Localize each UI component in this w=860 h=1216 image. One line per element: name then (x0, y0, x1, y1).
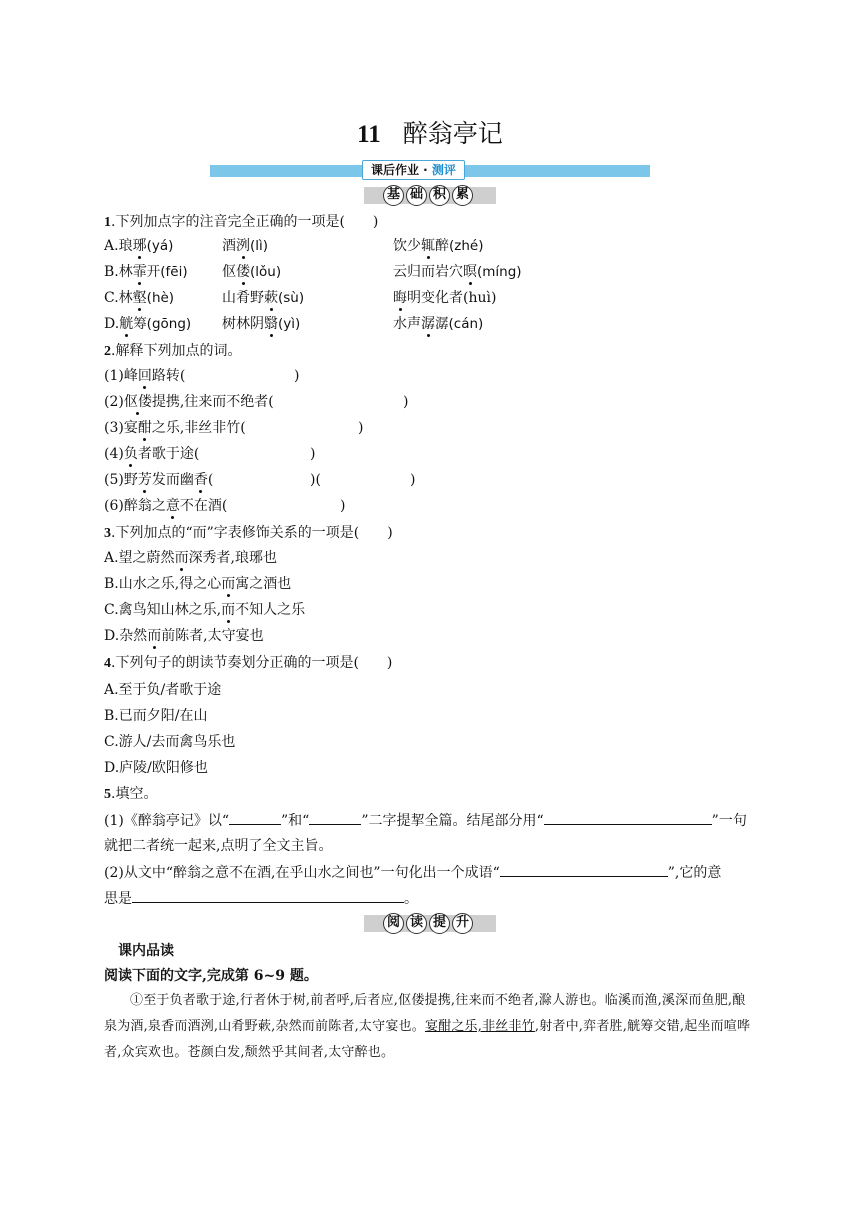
text: (1)《醉翁亭记》以“ (104, 813, 229, 829)
text: C.禽鸟知山林之乐, (104, 602, 222, 618)
lesson-number: 11 (357, 121, 381, 148)
text: (1)峰 (104, 368, 138, 384)
opt-letter: B. (104, 264, 119, 280)
dotted-char: 蔌 (264, 290, 278, 306)
dotted-char: 回 (137, 368, 152, 384)
reading-passage (104, 988, 756, 1066)
q4-option-c: C.游人/去而禽鸟乐也 (104, 734, 236, 750)
pinyin: 开(fēi) (146, 264, 188, 280)
pinyin: (yì) (278, 316, 301, 332)
q2-item-1 (104, 366, 185, 386)
text: 不知人之乐 (235, 602, 306, 618)
section-basic-label (383, 185, 473, 206)
q5-stem (104, 784, 157, 805)
text: 之乐,非丝非竹( (151, 420, 246, 436)
pinyin: 筹(gōng) (133, 316, 192, 332)
q5-part2-cont (104, 888, 418, 909)
section-char: 提 (429, 913, 450, 934)
text: (6)醉翁之 (104, 498, 166, 514)
text: 发而幽 (151, 472, 194, 488)
section-reading-label (383, 913, 473, 934)
q3-option-a (104, 548, 277, 568)
text: 云归而岩穴 (393, 264, 463, 280)
q1-option-c-2 (222, 288, 304, 308)
q1-stem (104, 212, 378, 233)
dotted-char: 而 (221, 602, 236, 618)
q4-option-d: D.庐陵/欧阳修也 (104, 760, 208, 776)
dotted-char: 暝 (463, 264, 477, 280)
dotted-char: 伛偻 (123, 394, 152, 410)
text: A.望之蔚然 (104, 550, 175, 566)
blank[interactable] (309, 810, 361, 825)
dotted-char: 壑 (132, 290, 147, 306)
q5-part1 (104, 810, 747, 831)
reading-subtitle: 课内品读 (118, 943, 174, 959)
text: 酒 (222, 238, 236, 254)
q4-text: .下列句子的朗读节奏划分正确的一项是( ) (111, 655, 393, 671)
pinyin: (lǒu) (250, 264, 282, 280)
q3-option-d (104, 626, 264, 646)
text: 寓之酒也 (235, 576, 292, 592)
dotted-char: 觥 (119, 316, 134, 332)
text: 伛 (222, 264, 236, 280)
text: 者歌于途( (137, 446, 200, 462)
text: 深秀者,琅琊也 (188, 550, 278, 566)
q3-number: 3 (104, 526, 111, 541)
dotted-char: 酣 (137, 420, 152, 436)
text: 饮少 (393, 238, 421, 254)
dotted-char: 偻 (236, 264, 250, 280)
section-char: 础 (406, 185, 427, 206)
q5-part1-cont: 就把二者统一起来,点明了全文主旨。 (104, 838, 333, 854)
dotted-char: 意 (165, 498, 180, 514)
section-char: 阅 (383, 913, 404, 934)
q2-item-4 (104, 444, 199, 464)
text: (5)野 (104, 472, 138, 488)
text: ”和“ (281, 813, 310, 829)
lesson-title: 醉翁亭记 (402, 119, 503, 148)
q2-item-5 (104, 470, 213, 490)
text: 林 (118, 264, 133, 280)
opt-letter: C. (104, 290, 119, 306)
paren-close: ) (310, 446, 316, 462)
text: (2)从文中“醉翁之意不在酒,在乎山水之间也”一句化出一个成语“ (104, 865, 500, 881)
q2-item-3 (104, 418, 246, 438)
dotted-char: 霏 (132, 264, 147, 280)
text: D.杂然 (104, 628, 148, 644)
text: ( (207, 472, 214, 488)
q2-item-2 (104, 392, 274, 412)
underlined-text: 宴酣之乐,非丝非竹 (424, 1019, 535, 1034)
text: 明变化者(huì) (407, 290, 497, 306)
q1-option-c-3 (393, 288, 496, 308)
text: (2) (104, 394, 124, 410)
pinyin: (míng) (477, 264, 522, 280)
q1-option-a-2 (222, 236, 268, 256)
text: ,射者中,弈者胜,觥筹交错,起坐而喧哗者,众宾欢也。苍颜白发,颓然乎其间者,太守醉也。 (104, 1019, 751, 1060)
pinyin: (yá) (146, 238, 174, 254)
text: 提携,往来而不绝者( (151, 394, 274, 410)
banner-part2: 测评 (431, 163, 456, 177)
dotted-char: 而 (147, 628, 162, 644)
pinyin: (zhé) (449, 238, 484, 254)
text: 树林阴 (222, 316, 264, 332)
opt-letter: A. (104, 238, 119, 254)
pinyin: 潺(cán) (435, 316, 484, 332)
dotted-char: 洌 (236, 238, 250, 254)
q1-text: .下列加点字的注音完全正确的一项是( ) (111, 214, 379, 230)
q4-option-a: A.至于负/者歌于途 (104, 682, 222, 698)
dotted-char: 而 (221, 576, 236, 592)
reading-instruction: 阅读下面的文字,完成第 6~9 题。 (104, 968, 318, 984)
q5-text: .填空。 (111, 786, 158, 802)
blank[interactable] (132, 888, 404, 903)
q2-text: .解释下列加点的词。 (111, 343, 242, 359)
text: 思是 (104, 891, 132, 907)
q1-option-b (104, 262, 188, 282)
q1-option-d (104, 314, 191, 334)
opt-letter: D. (104, 316, 120, 332)
dotted-char: 负 (123, 446, 138, 462)
text: B.山水之乐,得之心 (104, 576, 222, 592)
q1-option-a (104, 236, 173, 256)
dotted-char: 潺 (421, 316, 435, 332)
text: 琅 (118, 238, 133, 254)
banner-tag (362, 160, 465, 180)
paren-close: ) (358, 420, 364, 436)
dotted-char: 辄 (421, 238, 435, 254)
q4-stem (104, 653, 392, 674)
q2-item-6 (104, 496, 227, 516)
q1-option-d-2 (222, 314, 300, 334)
text: 不在酒( (179, 498, 228, 514)
text: 山肴野 (222, 290, 264, 306)
q2-number: 2 (104, 344, 111, 359)
text: 水声 (393, 316, 421, 332)
paren-close: ) (410, 472, 416, 488)
q1-option-b-2 (222, 262, 281, 282)
dotted-char: 香 (193, 472, 208, 488)
section-char: 积 (429, 185, 450, 206)
blank[interactable] (229, 810, 281, 825)
text: 林 (118, 290, 133, 306)
paren-close: ) (403, 394, 409, 410)
dotted-char: 芳 (137, 472, 152, 488)
dotted-char: 翳 (264, 316, 278, 332)
dotted-char: 晦 (393, 290, 407, 306)
q3-text: .下列加点的“而”字表修饰关系的一项是( ) (111, 525, 393, 541)
q3-option-c (104, 600, 305, 620)
q1-option-c (104, 288, 174, 308)
blank[interactable] (544, 810, 712, 825)
text: (3)宴 (104, 420, 138, 436)
banner-part1: 课后作业 · (371, 163, 432, 177)
pinyin: (hè) (146, 290, 175, 306)
q4-option-b: B.已而夕阳/在山 (104, 708, 208, 724)
text: 醉 (435, 238, 449, 254)
q5-part2 (104, 862, 721, 883)
q3-stem (104, 523, 393, 544)
section-char: 读 (406, 913, 427, 934)
blank[interactable] (500, 862, 668, 877)
pinyin: (sù) (278, 290, 305, 306)
q1-option-b-3 (393, 262, 522, 282)
paren-close: ) (340, 498, 346, 514)
section-char: 累 (452, 185, 473, 206)
section-char: 升 (452, 913, 473, 934)
text: 。 (404, 891, 418, 907)
q1-option-d-3 (393, 314, 483, 334)
text: 前陈者,太守宴也 (161, 628, 264, 644)
q5-number: 5 (104, 787, 111, 802)
pinyin: (lì) (250, 238, 269, 254)
dotted-char: 琊 (132, 238, 147, 254)
page-title (0, 114, 860, 150)
dotted-char: 而 (174, 550, 189, 566)
q4-number: 4 (104, 656, 111, 671)
paren-close: ) (294, 368, 300, 384)
q2-stem (104, 341, 241, 362)
q3-option-b (104, 574, 291, 594)
text: ”一句 (711, 813, 747, 829)
text: 路转( (151, 368, 186, 384)
text: (4) (104, 446, 124, 462)
q1-option-a-3 (393, 236, 483, 256)
text: ”,它的意 (667, 865, 722, 881)
q1-number: 1 (104, 215, 111, 230)
section-char: 基 (383, 185, 404, 206)
text: ①至于负者歌于途,行者休于树,前者呼,后者应,伛偻提携,往来而不绝者,滁人游也。临溪而渔,溪深而鱼肥,酿泉为酒,泉香而酒洌,山肴野蔌,杂然而前陈者,太守宴也。 (104, 993, 746, 1034)
paren-mid: )( (310, 472, 321, 488)
text: ”二字提挈全篇。结尾部分用“ (361, 813, 544, 829)
